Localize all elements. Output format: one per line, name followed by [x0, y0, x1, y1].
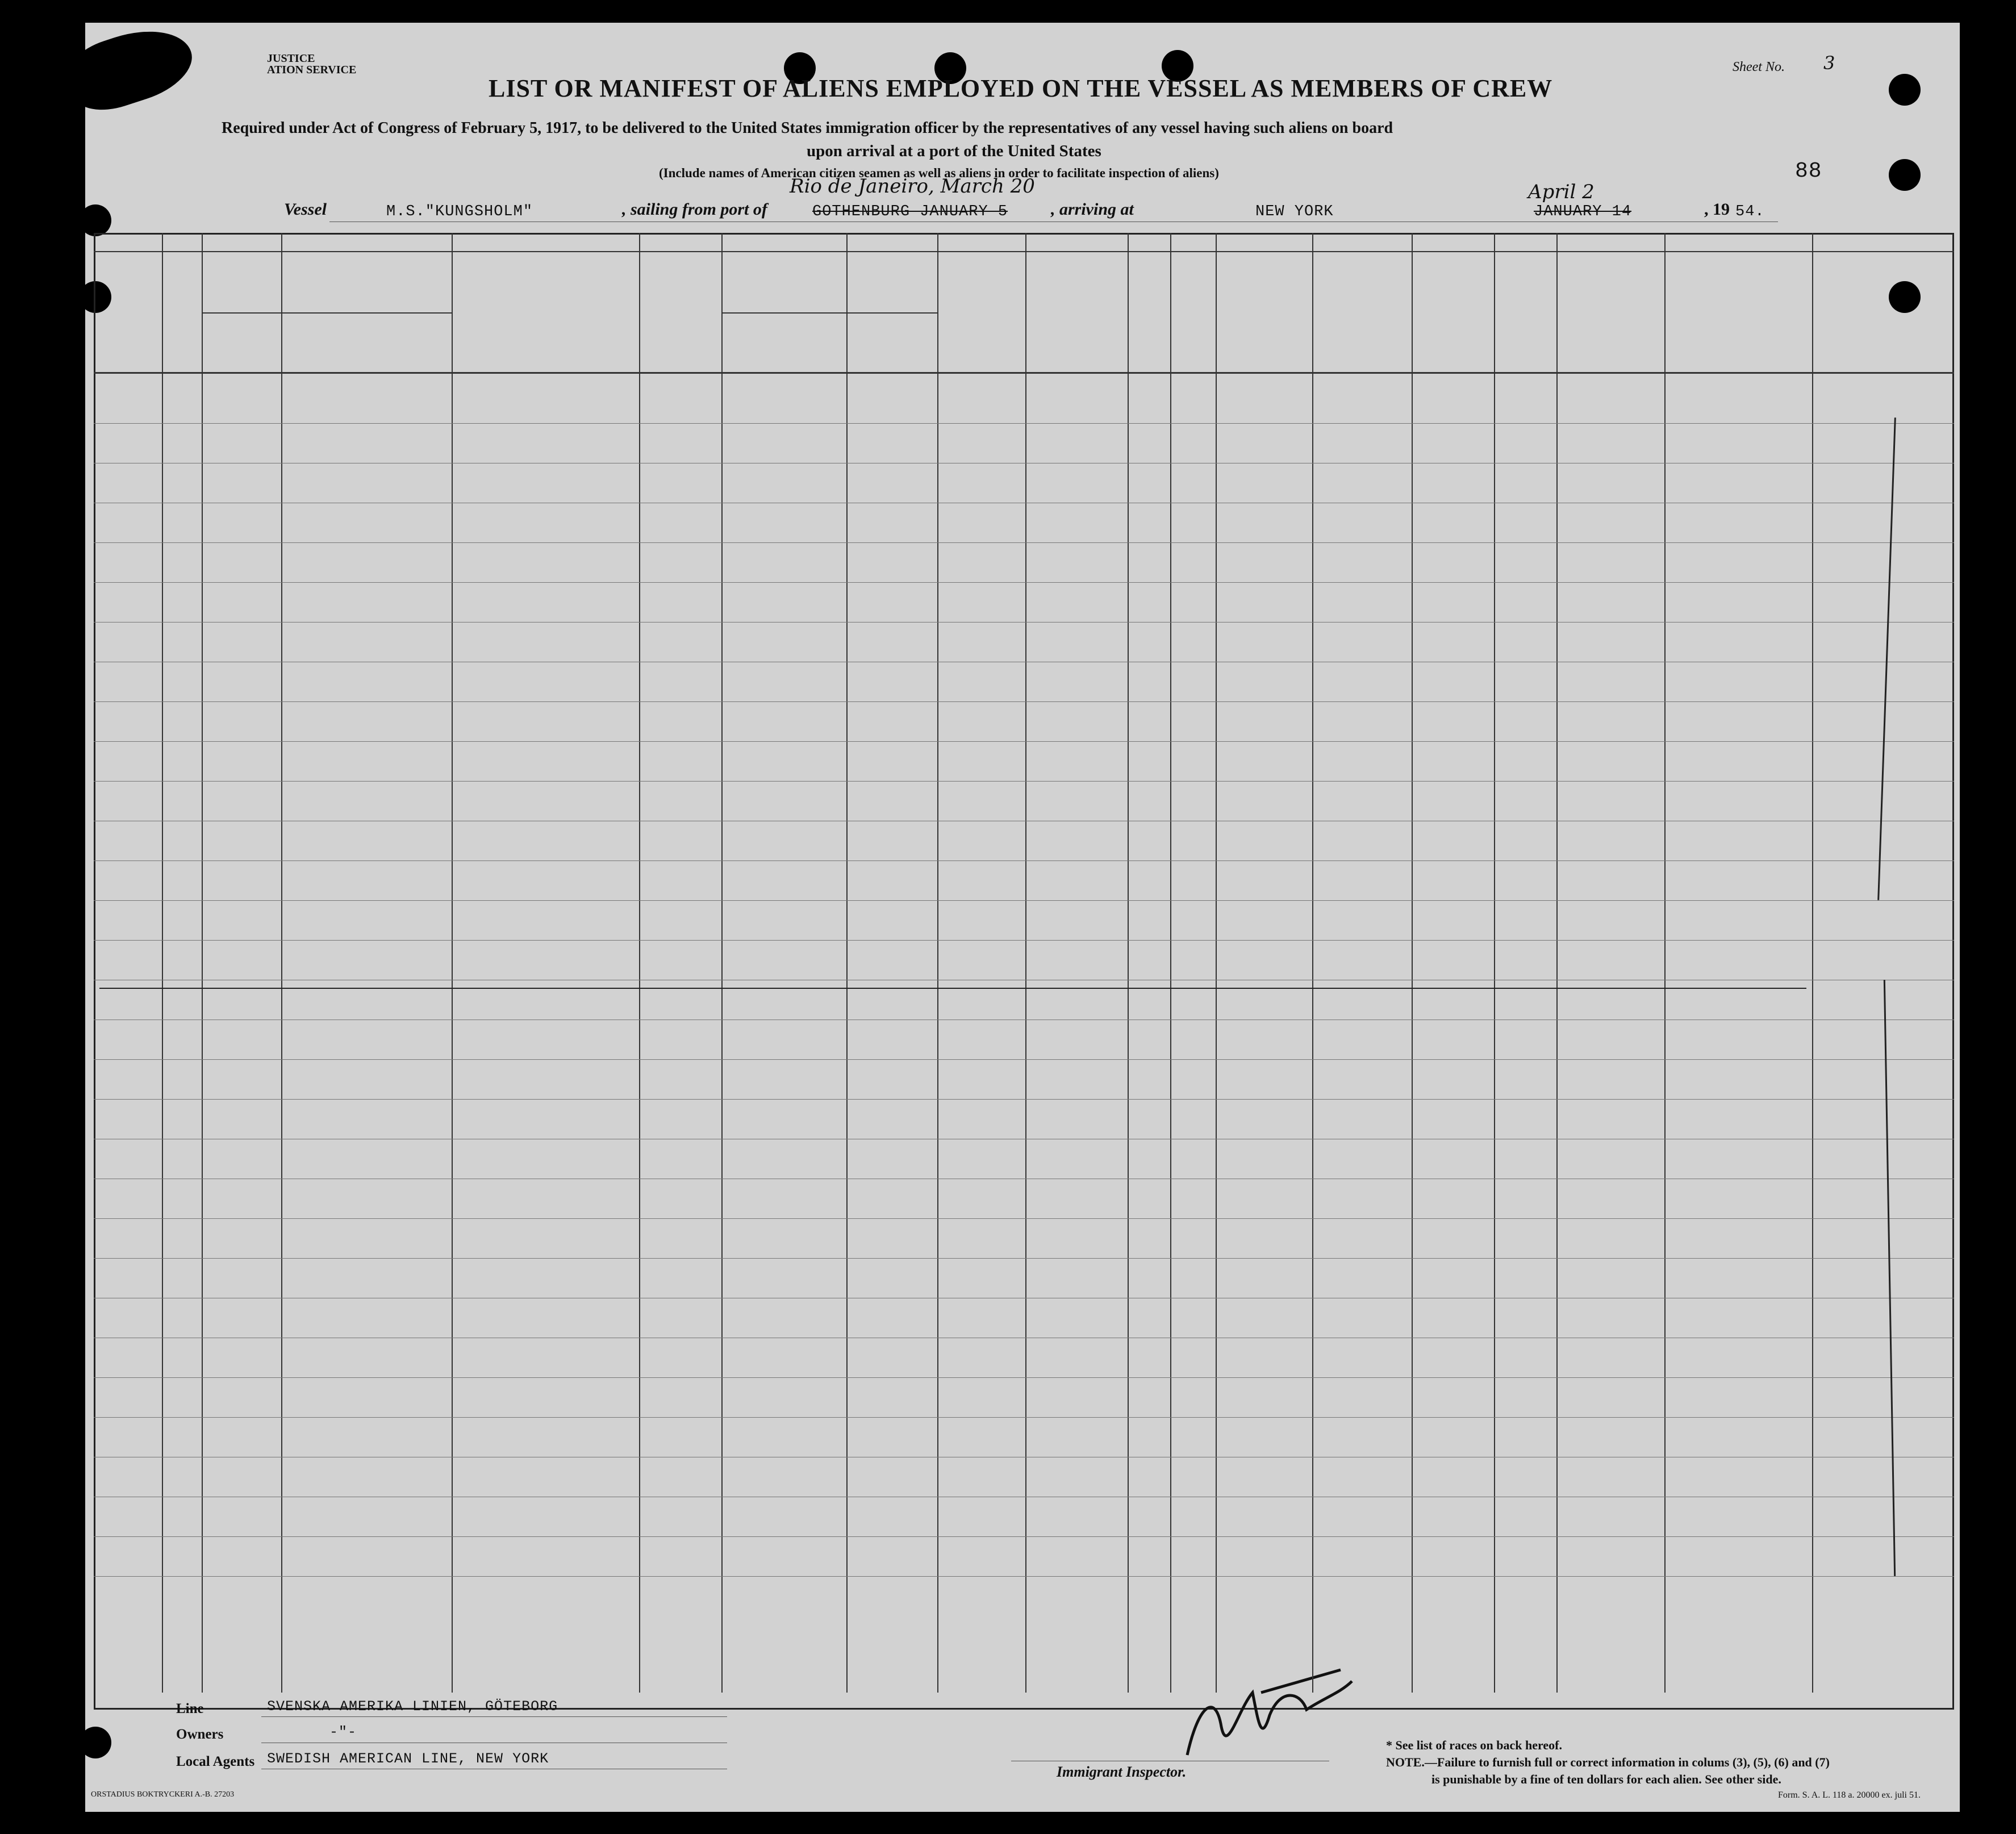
header-weight	[1496, 251, 1554, 372]
date-struck: JANUARY 14	[1534, 203, 1632, 220]
header-action-sub	[1814, 282, 1952, 372]
header-action	[1814, 251, 1952, 285]
column-divider	[937, 233, 938, 1693]
row-divider	[94, 1576, 1954, 1577]
line-underline	[261, 1716, 727, 1717]
row-divider	[94, 900, 1954, 901]
row-divider	[94, 622, 1954, 623]
header-sex	[1172, 251, 1213, 372]
row-divider	[94, 1258, 1954, 1259]
row-divider	[94, 542, 1954, 543]
header-last-voyage	[164, 251, 199, 372]
column-divider	[1128, 233, 1129, 1693]
note-penalty: NOTE.—Failure to furnish full or correct information in colums (3), (5), (6) and (7)	[1386, 1755, 1830, 1769]
row-divider	[94, 1417, 1954, 1418]
column-divider	[639, 233, 640, 1693]
port-handwritten: Rio de Janeiro, March 20	[790, 175, 1035, 198]
header-nationality	[1314, 251, 1409, 372]
header-height	[1414, 251, 1492, 372]
line-value: SVENSKA AMERIKA LINIEN, GÖTEBORG	[267, 1698, 558, 1715]
row-divider	[94, 1218, 1954, 1219]
header-no-on-list	[96, 251, 160, 372]
header-when	[724, 312, 844, 372]
punch-hole	[80, 1727, 111, 1758]
column-divider	[202, 233, 203, 1693]
strike-line	[99, 988, 1806, 989]
header-bottom-line	[94, 372, 1954, 374]
row-divider	[94, 582, 1954, 583]
date-handwritten: April 2	[1528, 181, 1595, 203]
row-divider	[94, 781, 1954, 782]
row-divider	[94, 1377, 1954, 1378]
punch-hole	[80, 204, 111, 236]
punch-hole	[1889, 74, 1921, 106]
arriving-port: NEW YORK	[1255, 203, 1334, 220]
header-able-read	[1028, 251, 1125, 372]
sailing-label: , sailing from port of	[622, 200, 767, 219]
column-divider	[1216, 233, 1217, 1693]
sheet-number: 3	[1823, 52, 1835, 74]
note-penalty-2: is punishable by a fine of ten dollars for each alien. See other side.	[1431, 1772, 1781, 1786]
manifest-sheet	[85, 23, 1960, 1812]
column-divider	[1556, 233, 1558, 1693]
port-struck: GOTHENBURG JANUARY 5	[812, 203, 1008, 220]
year-prefix: , 19	[1704, 200, 1730, 219]
header-age	[1130, 251, 1168, 372]
form-number: Form. S. A. L. 118 a. 20000 ex. juli 51.	[1778, 1790, 1921, 1800]
owners-value: -"-	[329, 1724, 357, 1740]
column-divider	[1170, 233, 1171, 1693]
header-family-name	[204, 312, 279, 372]
note-races: * See list of races on back hereof.	[1386, 1738, 1562, 1752]
row-divider	[94, 1059, 1954, 1060]
inspector-label: Immigrant Inspector.	[1057, 1764, 1187, 1780]
column-divider	[1025, 233, 1026, 1693]
column-divider	[846, 233, 848, 1693]
punch-hole	[1889, 159, 1921, 191]
act-line-3: (Include names of American citizen seamen as well as aliens in order to facilitate inspection of aliens)	[659, 166, 1219, 180]
header-discharged	[940, 251, 1023, 372]
header-remarks	[1667, 251, 1810, 285]
agents-label: Local Agents	[176, 1754, 255, 1769]
column-divider	[162, 233, 163, 1693]
column-divider	[281, 233, 282, 1693]
column-divider	[452, 233, 453, 1693]
header-given-name	[283, 312, 449, 372]
torn-corner	[61, 16, 201, 120]
column-divider	[1664, 233, 1666, 1693]
column-divider	[721, 233, 723, 1693]
header-where	[849, 312, 935, 372]
act-line: Required under Act of Congress of February 5, 1917, to be delivered to the United States immigration officer by the representatives of any vessel having such aliens on board	[222, 119, 1393, 137]
header-shipped-engaged	[724, 251, 935, 312]
page-number: 88	[1795, 159, 1822, 183]
header-name-in-full	[204, 251, 449, 312]
row-divider	[94, 701, 1954, 702]
year: 54.	[1735, 203, 1765, 220]
act-line-2: upon arrival at a port of the United States	[807, 142, 1101, 160]
dept-label: JUSTICE	[267, 52, 315, 65]
column-divider	[1412, 233, 1413, 1693]
row-divider	[94, 860, 1954, 861]
row-divider	[94, 1099, 1954, 1100]
header-position	[641, 251, 719, 372]
sheet-label: Sheet No.	[1733, 60, 1785, 74]
line-label: Line	[176, 1701, 204, 1716]
agents-value: SWEDISH AMERICAN LINE, NEW YORK	[267, 1751, 549, 1767]
vessel-name: M.S."KUNGSHOLM"	[386, 203, 533, 220]
header-race	[1218, 251, 1310, 372]
dept-label-2: ATION SERVICE	[267, 64, 357, 76]
arriving-label: , arriving at	[1051, 200, 1134, 219]
header-length-service	[454, 251, 637, 372]
document-title: LIST OR MANIFEST OF ALIENS EMPLOYED ON THE VESSEL AS MEMBERS OF CREW	[489, 74, 1553, 102]
header-remarks-sub	[1667, 282, 1810, 372]
printer-mark: ORSTADIUS BOKTRYCKERI A.-B. 27203	[91, 1790, 235, 1799]
column-divider	[1812, 233, 1813, 1693]
row-divider	[94, 741, 1954, 742]
owners-label: Owners	[176, 1727, 224, 1742]
vessel-label: Vessel	[284, 200, 327, 219]
row-divider	[94, 940, 1954, 941]
crew-table	[94, 233, 1954, 1710]
row-divider	[94, 423, 1954, 424]
column-divider	[1494, 233, 1495, 1693]
header-physical-marks	[1559, 251, 1662, 372]
row-divider	[94, 1536, 1954, 1537]
column-divider	[1312, 233, 1313, 1693]
